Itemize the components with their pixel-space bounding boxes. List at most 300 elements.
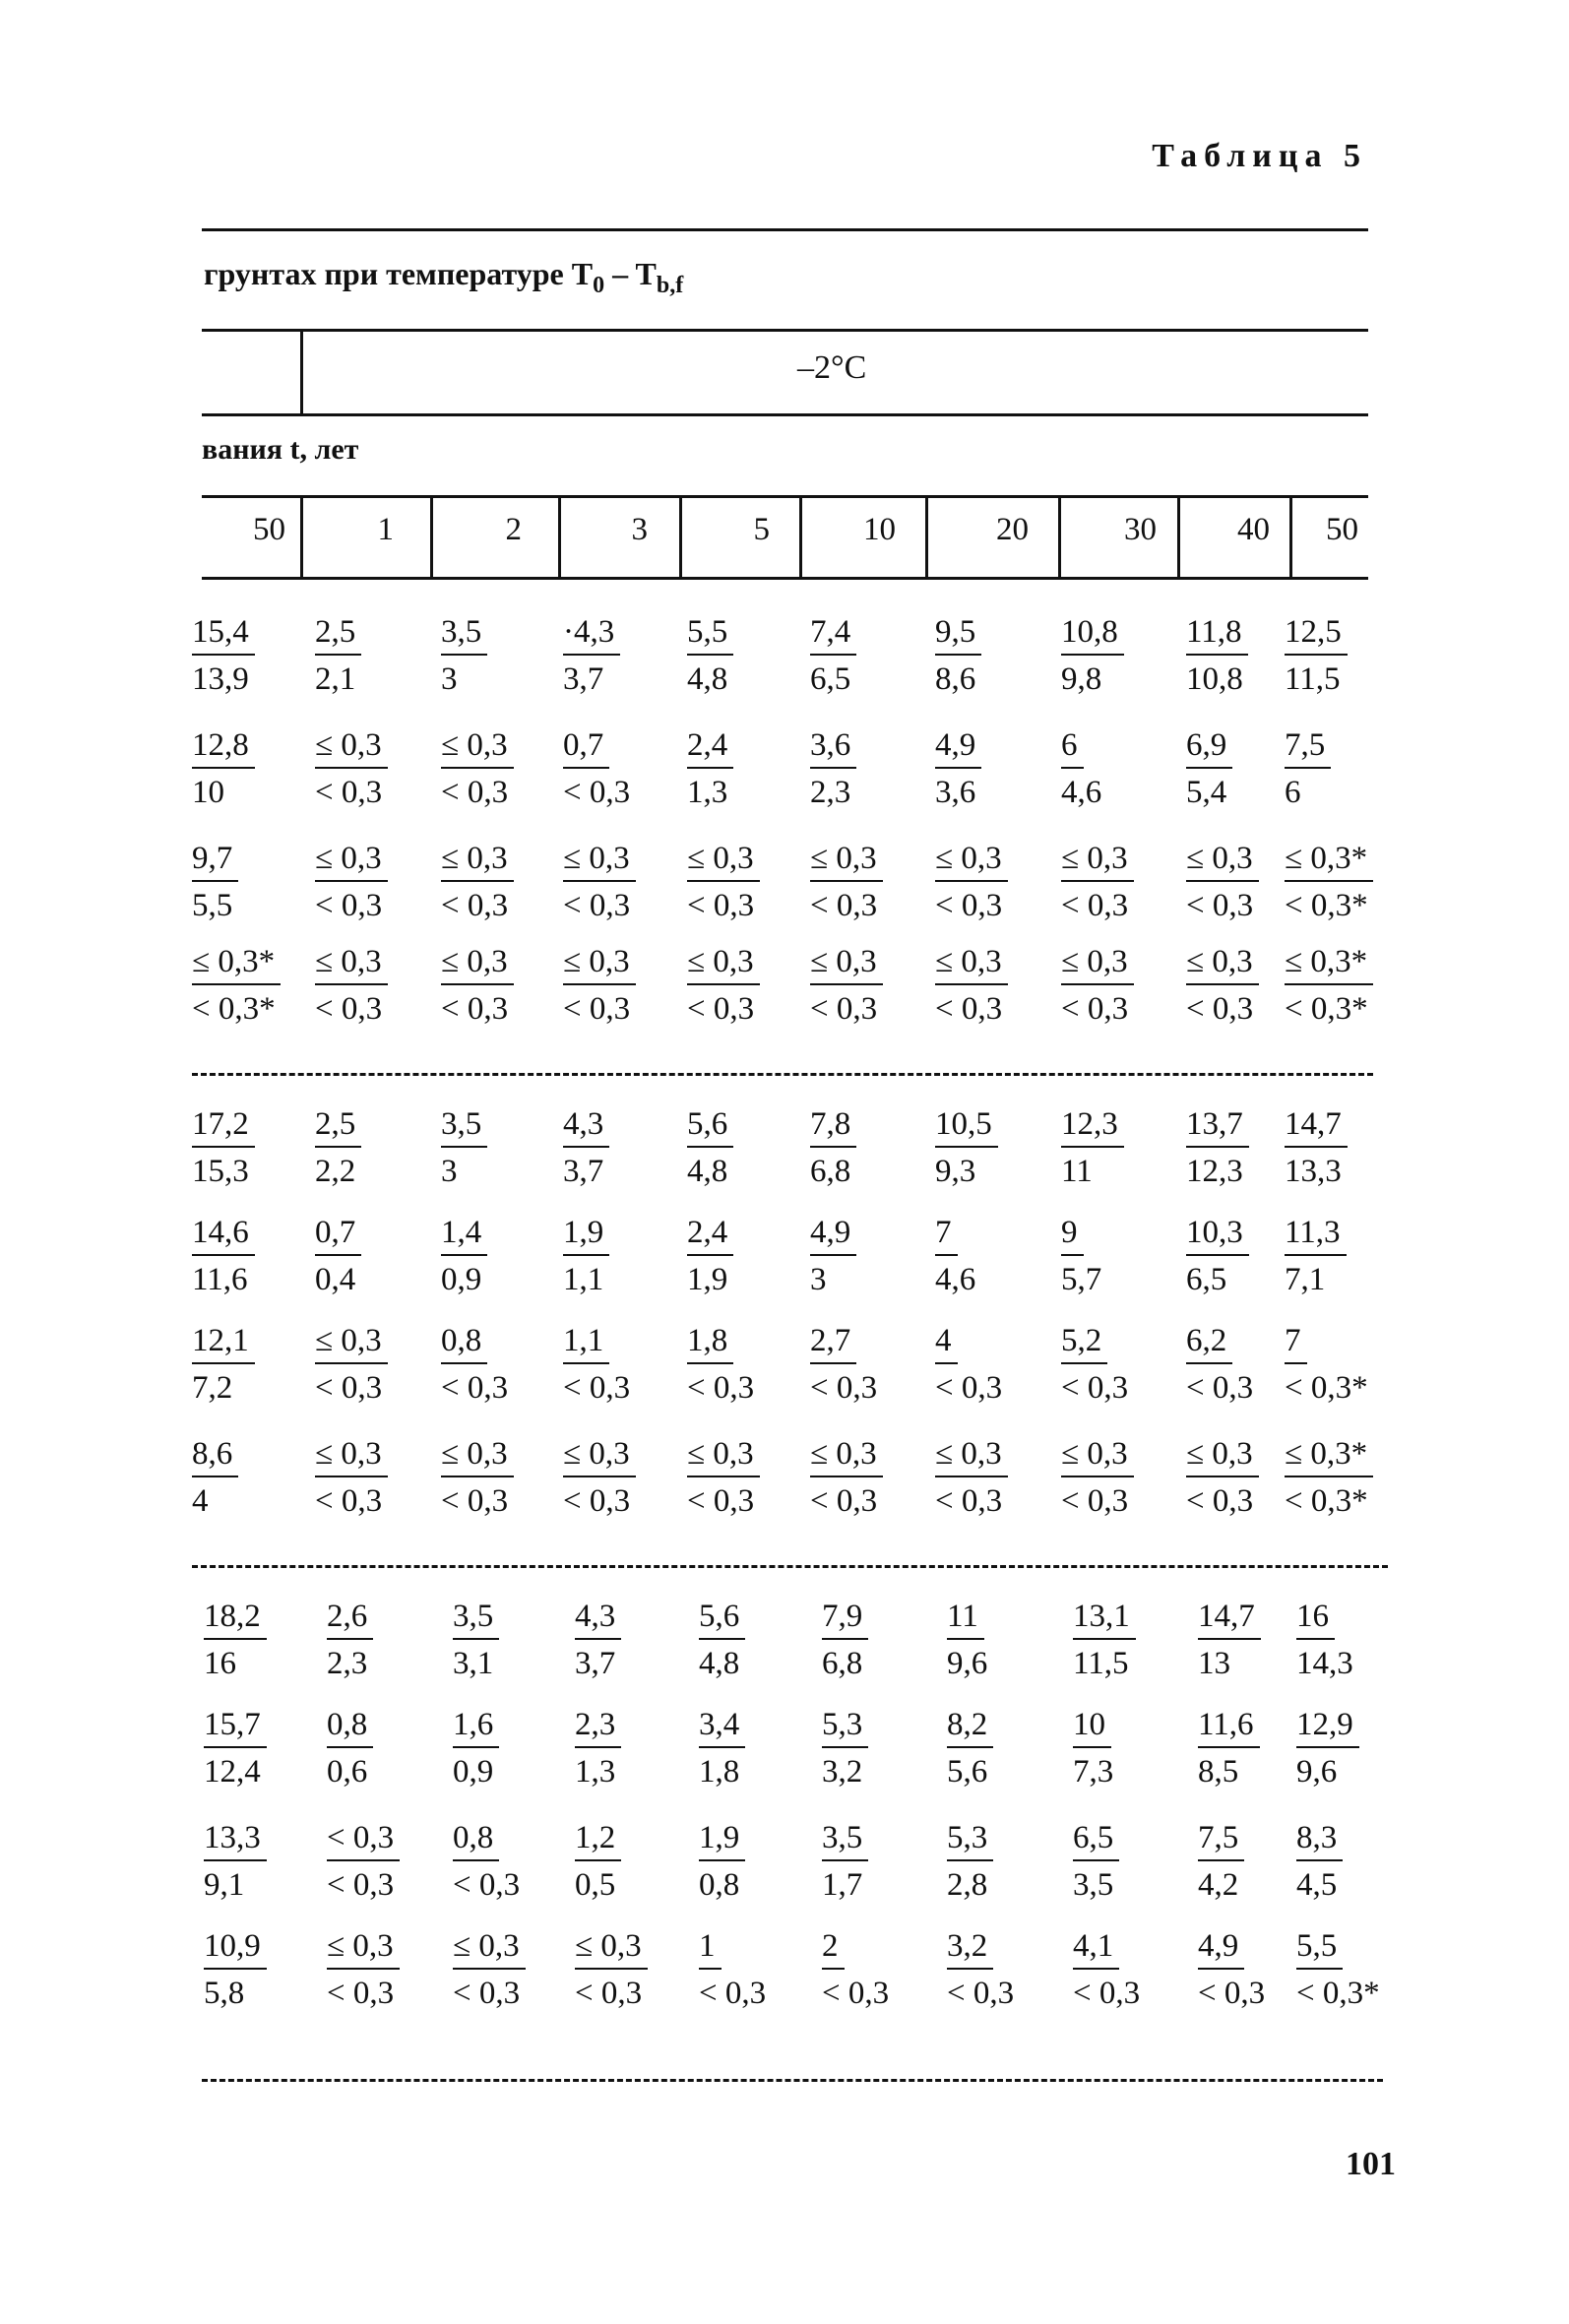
- table-cell: [1186, 837, 1259, 927]
- cell-numerator: ≤ 0,3: [935, 837, 1008, 882]
- cell-denominator: < 0,3: [935, 991, 1003, 1027]
- table-cell: [810, 1102, 856, 1193]
- cell-denominator: 4,8: [687, 661, 728, 697]
- table-cell: [192, 1319, 255, 1410]
- table-cell: [1061, 1211, 1101, 1301]
- cell-denominator: < 0,3: [315, 888, 383, 923]
- cell-numerator: ≤ 0,3: [453, 1924, 526, 1970]
- cell-numerator: ≤ 0,3*: [1285, 1432, 1373, 1477]
- cell-numerator: ≤ 0,3: [1186, 837, 1259, 882]
- cell-denominator: < 0,3: [563, 1370, 631, 1406]
- cell-denominator: 3,1: [453, 1646, 494, 1681]
- table-cell: [192, 610, 255, 701]
- cell-numerator: 12,9: [1296, 1703, 1359, 1748]
- table-cell: [699, 1595, 745, 1685]
- table-cell: [204, 1595, 267, 1685]
- cell-denominator: 9,8: [1061, 661, 1102, 697]
- table-cell: [947, 1924, 1014, 2015]
- cell-denominator: < 0,3: [315, 991, 383, 1027]
- table-cell: [1061, 940, 1134, 1031]
- cell-numerator: ≤ 0,3: [441, 723, 514, 769]
- cell-denominator: 9,6: [947, 1646, 988, 1681]
- table-cell: [1198, 1924, 1265, 2015]
- cell-numerator: ≤ 0,3: [441, 837, 514, 882]
- cell-numerator: 3,5: [441, 610, 487, 656]
- table-cell: [563, 1319, 630, 1410]
- table-cell: [575, 1595, 621, 1685]
- cell-denominator: < 0,3: [687, 1370, 755, 1406]
- cell-denominator: < 0,3: [1061, 1370, 1129, 1406]
- cell-numerator: 13,3: [204, 1816, 267, 1861]
- table-cell: [1296, 1924, 1380, 2015]
- table-cell: [1186, 1432, 1259, 1523]
- cell-denominator: 0,8: [699, 1867, 740, 1903]
- table-cell: [810, 837, 883, 927]
- cell-numerator: ≤ 0,3: [810, 1432, 883, 1477]
- cell-numerator: 13,1: [1073, 1595, 1136, 1640]
- table-cell: [315, 723, 388, 814]
- table-cell: [935, 723, 981, 814]
- temperature-header: –2°C: [797, 349, 867, 386]
- table-cell: [1198, 1595, 1261, 1685]
- table-cell: [327, 1703, 373, 1793]
- table-cell: [1061, 1319, 1128, 1410]
- cell-denominator: 3,2: [822, 1754, 863, 1790]
- column-divider: [925, 495, 928, 577]
- cell-numerator: 14,6: [192, 1211, 255, 1256]
- table-cell: [1285, 837, 1373, 927]
- cell-numerator: 18,2: [204, 1595, 267, 1640]
- cell-numerator: 4,9: [810, 1211, 856, 1256]
- cell-denominator: 2,2: [315, 1154, 356, 1189]
- table-cell: [1285, 1211, 1347, 1301]
- cell-denominator: < 0,3: [935, 888, 1003, 923]
- cell-numerator: ≤ 0,3: [1061, 1432, 1134, 1477]
- rule-temperature: [202, 413, 1368, 416]
- cell-numerator: 15,4: [192, 610, 255, 656]
- cell-denominator: < 0,3*: [192, 991, 276, 1027]
- cell-numerator: 10,9: [204, 1924, 267, 1970]
- cell-denominator: 4,8: [687, 1154, 728, 1189]
- table-cell: [810, 940, 883, 1031]
- column-divider: [430, 495, 433, 577]
- table-cell: [810, 1319, 877, 1410]
- table-cell: [935, 610, 981, 701]
- table-cell: [1073, 1924, 1140, 2015]
- table-cell: [563, 1211, 609, 1301]
- table-cell: [1061, 723, 1101, 814]
- table-cell: [441, 1319, 508, 1410]
- cell-denominator: < 0,3: [1061, 888, 1129, 923]
- cell-denominator: < 0,3: [1186, 1370, 1254, 1406]
- table-cell: [947, 1816, 993, 1907]
- table-cell: [204, 1816, 267, 1907]
- cell-denominator: 2,1: [315, 661, 356, 697]
- table-cell: [563, 723, 630, 814]
- table-cell: [575, 1924, 648, 2015]
- cell-denominator: 4,2: [1198, 1867, 1239, 1903]
- table-cell: [687, 837, 760, 927]
- column-header-7: 30: [1124, 512, 1157, 547]
- cell-numerator: 7,5: [1198, 1816, 1244, 1861]
- column-divider: [1177, 495, 1180, 577]
- cell-numerator: 11,6: [1198, 1703, 1260, 1748]
- cell-denominator: < 0,3: [1186, 888, 1254, 923]
- table-cell: [947, 1595, 987, 1685]
- cell-numerator: 3,5: [453, 1595, 499, 1640]
- cell-numerator: ≤ 0,3: [1061, 837, 1134, 882]
- cell-denominator: < 0,3: [575, 1976, 643, 2011]
- cell-numerator: 4,9: [935, 723, 981, 769]
- cell-denominator: < 0,3: [441, 888, 509, 923]
- table-cell: [935, 1319, 1002, 1410]
- cell-numerator: 2,4: [687, 1211, 733, 1256]
- cell-numerator: ≤ 0,3: [441, 1432, 514, 1477]
- cell-numerator: 16: [1296, 1595, 1335, 1640]
- cell-numerator: 14,7: [1198, 1595, 1261, 1640]
- column-header-9: 50: [1326, 512, 1358, 547]
- table-cell: [687, 610, 733, 701]
- cell-denominator: 0,4: [315, 1262, 356, 1297]
- cell-denominator: < 0,3: [563, 1483, 631, 1519]
- column-divider: [558, 495, 561, 577]
- table-cell: [563, 1102, 609, 1193]
- table-cell: [1198, 1816, 1244, 1907]
- cell-denominator: 2,8: [947, 1867, 988, 1903]
- table-cell: [822, 1924, 889, 2015]
- table-cell: [1198, 1703, 1260, 1793]
- cell-denominator: 2,3: [327, 1646, 368, 1681]
- table-cell: [1186, 723, 1232, 814]
- table-cell: [1285, 610, 1348, 701]
- column-divider: [679, 495, 682, 577]
- table-cell: [315, 1211, 361, 1301]
- cell-denominator: < 0,3: [687, 888, 755, 923]
- cell-numerator: ≤ 0,3: [315, 1319, 388, 1364]
- cell-numerator: 5,5: [687, 610, 733, 656]
- temp-divider: [300, 329, 303, 413]
- cell-numerator: ≤ 0,3: [315, 837, 388, 882]
- table-cell: [1061, 837, 1134, 927]
- cell-denominator: 0,6: [327, 1754, 368, 1790]
- table-cell: [810, 1432, 883, 1523]
- cell-numerator: ≤ 0,3: [441, 940, 514, 985]
- cell-denominator: < 0,3*: [1285, 888, 1368, 923]
- cell-numerator: 12,1: [192, 1319, 255, 1364]
- table-cell: [947, 1703, 993, 1793]
- cell-numerator: 2,6: [327, 1595, 373, 1640]
- rule-colhead-bottom: [202, 577, 1368, 580]
- column-divider: [1289, 495, 1292, 577]
- cell-numerator: 0,8: [327, 1703, 373, 1748]
- cell-numerator: ≤ 0,3: [315, 940, 388, 985]
- cell-denominator: < 0,3: [810, 888, 878, 923]
- column-header-8: 40: [1237, 512, 1270, 547]
- cell-numerator: 8,2: [947, 1703, 993, 1748]
- column-header-5: 10: [863, 512, 896, 547]
- cell-numerator: < 0,3: [327, 1816, 400, 1861]
- cell-denominator: 11: [1061, 1154, 1093, 1189]
- cell-numerator: 3,4: [699, 1703, 745, 1748]
- cell-denominator: 5,7: [1061, 1262, 1102, 1297]
- table-cell: [1296, 1816, 1343, 1907]
- cell-numerator: 2,4: [687, 723, 733, 769]
- column-header-4: 5: [753, 512, 770, 547]
- cell-denominator: 1,7: [822, 1867, 863, 1903]
- cell-denominator: < 0,3: [935, 1370, 1003, 1406]
- cell-numerator: ≤ 0,3: [687, 940, 760, 985]
- cell-denominator: < 0,3: [687, 991, 755, 1027]
- cell-numerator: 7: [1285, 1319, 1307, 1364]
- table-cell: [687, 1102, 733, 1193]
- page-number: 101: [1346, 2146, 1396, 2182]
- cell-denominator: 5,5: [192, 888, 233, 923]
- cell-denominator: < 0,3: [315, 1370, 383, 1406]
- cell-numerator: ≤ 0,3: [935, 1432, 1008, 1477]
- cell-denominator: 6,8: [810, 1154, 851, 1189]
- table-cell: [192, 1432, 238, 1523]
- cell-numerator: 1,1: [563, 1319, 609, 1364]
- cell-numerator: ≤ 0,3*: [192, 940, 281, 985]
- cell-numerator: ≤ 0,3: [563, 1432, 636, 1477]
- table-label: Таблица 5: [1152, 138, 1367, 174]
- column-divider: [300, 495, 303, 577]
- table-cell: [441, 1211, 487, 1301]
- table-cell: [935, 1432, 1008, 1523]
- cell-numerator: ≤ 0,3*: [1285, 940, 1373, 985]
- cell-numerator: 4,9: [1198, 1924, 1244, 1970]
- cell-denominator: < 0,3*: [1285, 1483, 1368, 1519]
- group-separator: [202, 2079, 1383, 2082]
- table-cell: [453, 1703, 499, 1793]
- cell-numerator: 14,7: [1285, 1102, 1348, 1148]
- cell-numerator: ≤ 0,3: [1186, 940, 1259, 985]
- cell-numerator: 0,8: [453, 1816, 499, 1861]
- cell-numerator: 7,9: [822, 1595, 868, 1640]
- cell-numerator: ·4,3: [563, 610, 620, 656]
- table-cell: [687, 1211, 733, 1301]
- cell-numerator: 0,8: [441, 1319, 487, 1364]
- table-cell: [1186, 1211, 1249, 1301]
- table-cell: [327, 1595, 373, 1685]
- table-cell: [810, 1211, 856, 1301]
- table-cell: [453, 1816, 520, 1907]
- cell-numerator: 1: [699, 1924, 722, 1970]
- table-cell: [204, 1924, 267, 2015]
- cell-denominator: 9,3: [935, 1154, 976, 1189]
- rule-top: [202, 228, 1368, 231]
- cell-denominator: 16: [204, 1646, 236, 1681]
- cell-denominator: 15,3: [192, 1154, 249, 1189]
- cell-numerator: 0,7: [563, 723, 609, 769]
- cell-numerator: 5,3: [822, 1703, 868, 1748]
- cell-numerator: 12,8: [192, 723, 255, 769]
- cell-denominator: < 0,3: [1073, 1976, 1141, 2011]
- cell-denominator: 7,2: [192, 1370, 233, 1406]
- cell-denominator: 5,4: [1186, 775, 1227, 810]
- cell-numerator: ≤ 0,3: [1061, 940, 1134, 985]
- cell-numerator: 7: [935, 1211, 958, 1256]
- table-cell: [822, 1816, 868, 1907]
- group-separator: [192, 1073, 1373, 1076]
- cell-numerator: 7,8: [810, 1102, 856, 1148]
- table-cell: [192, 723, 255, 814]
- cell-denominator: 11,5: [1285, 661, 1341, 697]
- cell-denominator: 6,5: [1186, 1262, 1227, 1297]
- column-header-1: 1: [377, 512, 394, 547]
- cell-numerator: 1,2: [575, 1816, 621, 1861]
- cell-numerator: 5,6: [699, 1595, 745, 1640]
- cell-numerator: 1,9: [563, 1211, 609, 1256]
- cell-numerator: ≤ 0,3: [935, 940, 1008, 985]
- cell-denominator: < 0,3: [935, 1483, 1003, 1519]
- cell-denominator: < 0,3: [441, 1483, 509, 1519]
- cell-denominator: 13,9: [192, 661, 249, 697]
- cell-numerator: 3,6: [810, 723, 856, 769]
- cell-numerator: 5,6: [687, 1102, 733, 1148]
- table-cell: [575, 1703, 621, 1793]
- cell-numerator: 6,5: [1073, 1816, 1119, 1861]
- table-cell: [935, 940, 1008, 1031]
- table-cell: [441, 610, 487, 701]
- cell-denominator: < 0,3: [327, 1867, 395, 1903]
- table-cell: [453, 1924, 526, 2015]
- cell-numerator: 6,2: [1186, 1319, 1232, 1364]
- cell-numerator: 2: [822, 1924, 845, 1970]
- table-cell: [1285, 940, 1373, 1031]
- cell-denominator: 13,3: [1285, 1154, 1342, 1189]
- table-cell: [1285, 723, 1331, 814]
- cell-numerator: 1,4: [441, 1211, 487, 1256]
- cell-numerator: ≤ 0,3: [563, 837, 636, 882]
- table-cell: [699, 1816, 745, 1907]
- table-cell: [1186, 1319, 1253, 1410]
- cell-numerator: 6,9: [1186, 723, 1232, 769]
- cell-numerator: 13,7: [1186, 1102, 1249, 1148]
- cell-denominator: < 0,3: [563, 775, 631, 810]
- cell-denominator: 0,9: [441, 1262, 482, 1297]
- cell-numerator: 2,5: [315, 610, 361, 656]
- cell-numerator: 3,5: [822, 1816, 868, 1861]
- cell-denominator: < 0,3: [327, 1976, 395, 2011]
- table-cell: [1285, 1319, 1368, 1410]
- cell-denominator: < 0,3: [441, 1370, 509, 1406]
- cell-numerator: 10,3: [1186, 1211, 1249, 1256]
- table-cell: [1296, 1595, 1353, 1685]
- table-cell: [1073, 1703, 1113, 1793]
- table-cell: [441, 723, 514, 814]
- table-cell: [563, 837, 636, 927]
- table-cell: [687, 1432, 760, 1523]
- cell-denominator: 14,3: [1296, 1646, 1353, 1681]
- column-header-2: 2: [505, 512, 522, 547]
- cell-numerator: 7,5: [1285, 723, 1331, 769]
- table-cell: [315, 837, 388, 927]
- cell-numerator: ≤ 0,3: [315, 1432, 388, 1477]
- cell-numerator: ≤ 0,3: [575, 1924, 648, 1970]
- cell-denominator: 4,8: [699, 1646, 740, 1681]
- cell-denominator: < 0,3: [563, 888, 631, 923]
- cell-numerator: 15,7: [204, 1703, 267, 1748]
- cell-denominator: 13: [1198, 1646, 1230, 1681]
- cell-denominator: < 0,3: [563, 991, 631, 1027]
- cell-denominator: < 0,3: [1061, 991, 1129, 1027]
- cell-numerator: ≤ 0,3: [687, 837, 760, 882]
- table-cell: [315, 1102, 361, 1193]
- table-cell: [315, 1432, 388, 1523]
- cell-numerator: ≤ 0,3: [810, 837, 883, 882]
- cell-denominator: < 0,3: [687, 1483, 755, 1519]
- table-cell: [822, 1595, 868, 1685]
- table-cell: [563, 940, 636, 1031]
- cell-denominator: 1,3: [687, 775, 728, 810]
- column-header-6: 20: [996, 512, 1029, 547]
- cell-numerator: 4,1: [1073, 1924, 1119, 1970]
- cell-denominator: < 0,3: [315, 1483, 383, 1519]
- cell-denominator: < 0,3: [453, 1976, 521, 2011]
- column-divider: [1058, 495, 1061, 577]
- cell-denominator: < 0,3: [453, 1867, 521, 1903]
- table-cell: [687, 940, 760, 1031]
- cell-denominator: 3,7: [563, 1154, 604, 1189]
- cell-denominator: 0,9: [453, 1754, 494, 1790]
- cell-numerator: 2,7: [810, 1319, 856, 1364]
- table-caption: грунтах при температуре $T_0 - T_{b,f}$: [204, 256, 684, 298]
- cell-numerator: 1,8: [687, 1319, 733, 1364]
- table-cell: [1296, 1703, 1359, 1793]
- cell-denominator: 3,5: [1073, 1867, 1114, 1903]
- cell-numerator: ≤ 0,3*: [1285, 837, 1373, 882]
- table-cell: [441, 940, 514, 1031]
- cell-denominator: 3,7: [575, 1646, 616, 1681]
- table-cell: [810, 610, 856, 701]
- cell-numerator: 2,5: [315, 1102, 361, 1148]
- cell-denominator: 10: [192, 775, 224, 810]
- cell-numerator: 11,3: [1285, 1211, 1347, 1256]
- table-cell: [1073, 1595, 1136, 1685]
- cell-denominator: 3: [441, 661, 458, 697]
- cell-denominator: 12,3: [1186, 1154, 1243, 1189]
- table-cell: [315, 940, 388, 1031]
- cell-numerator: ≤ 0,3: [315, 723, 388, 769]
- table-cell: [699, 1924, 766, 2015]
- cell-denominator: 5,6: [947, 1754, 988, 1790]
- cell-numerator: 17,2: [192, 1102, 255, 1148]
- cell-numerator: 12,5: [1285, 610, 1348, 656]
- cell-numerator: 11,8: [1186, 610, 1248, 656]
- table-cell: [1073, 1816, 1119, 1907]
- cell-numerator: 8,3: [1296, 1816, 1343, 1861]
- table-cell: [315, 1319, 388, 1410]
- cell-denominator: 3,6: [935, 775, 976, 810]
- cell-numerator: 11: [947, 1595, 984, 1640]
- cell-denominator: 0,5: [575, 1867, 616, 1903]
- table-cell: [1186, 610, 1248, 701]
- cell-denominator: < 0,3*: [1285, 1370, 1368, 1406]
- table-cell: [1186, 940, 1259, 1031]
- cell-denominator: < 0,3: [441, 991, 509, 1027]
- table-cell: [441, 1432, 514, 1523]
- cell-numerator: 4,3: [563, 1102, 609, 1148]
- cell-numerator: ≤ 0,3: [687, 1432, 760, 1477]
- table-cell: [441, 837, 514, 927]
- table-cell: [327, 1816, 400, 1907]
- table-cell: [935, 1102, 998, 1193]
- column-header-0: 50: [253, 512, 285, 547]
- table-cell: [935, 1211, 975, 1301]
- group-separator: [192, 1565, 1388, 1568]
- table-cell: [1061, 1432, 1134, 1523]
